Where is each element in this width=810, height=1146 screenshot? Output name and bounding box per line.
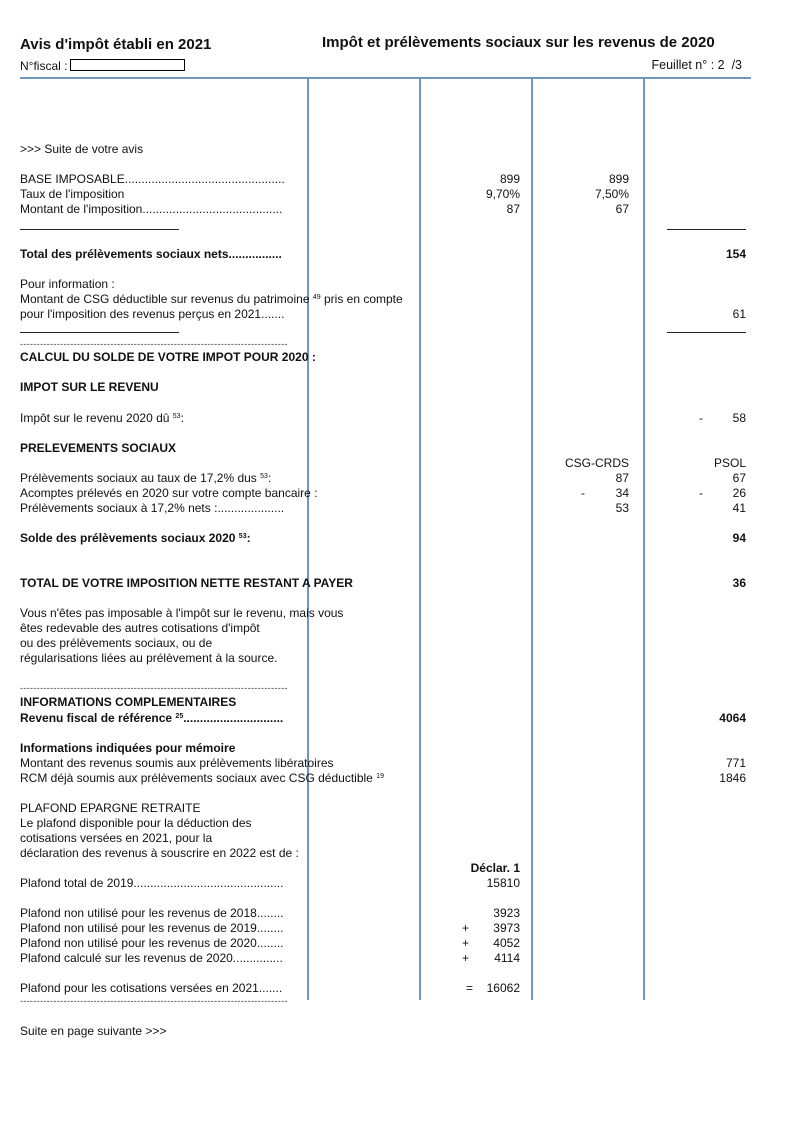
intro-text: >>> Suite de votre avis	[20, 142, 144, 156]
fiscal-number	[20, 59, 185, 73]
note-line: ou des prélèvements sociaux, ou de	[20, 636, 213, 650]
prelev-nets-label: Prélèvements sociaux à 17,2% nets :....................	[20, 501, 285, 515]
feuillet-label: Feuillet n° :	[651, 58, 715, 72]
montant-value-csg: 87	[506, 202, 520, 216]
fiscal-number-field	[70, 59, 185, 71]
plafond-total-2019-label: Plafond total de 2019.............................................	[20, 876, 284, 890]
plafond-row-value: 3923	[493, 906, 520, 920]
header-rule	[20, 77, 751, 79]
declar-column-header: Déclar. 1	[470, 861, 520, 875]
base-value-psol: 899	[608, 172, 629, 186]
plafond-row-label: Plafond non utilisé pour les revenus de 2018........	[20, 906, 284, 920]
dashed-separator: --------------------------------------------------------------------------------	[20, 996, 288, 1006]
document-title: Avis d'impôt établi en 2021	[20, 36, 212, 53]
feuillet-total: /3	[731, 58, 742, 72]
plafond-total-2019-value: 15810	[486, 876, 520, 890]
base-value-csg: 899	[499, 172, 520, 186]
epargne-text-line: déclaration des revenus à souscrire en 2022 est de :	[20, 846, 299, 860]
total-prelevements-value: 154	[725, 247, 746, 261]
info-line-1	[20, 292, 403, 307]
column-divider	[307, 78, 309, 1000]
column-divider	[643, 78, 645, 1000]
total-prelevements-label: Total des prélèvements sociaux nets................	[20, 247, 282, 261]
footnote-ref: 53	[238, 533, 247, 540]
footnote-ref: 53	[172, 413, 181, 420]
acomptes-psol-sign: -	[699, 486, 703, 500]
ir-value: 58	[732, 411, 746, 425]
plafond-final-value: 16062	[486, 981, 520, 995]
complementaires-heading: INFORMATIONS COMPLEMENTAIRES	[20, 695, 237, 709]
column-divider	[531, 78, 533, 1000]
solde-prelevements-suffix: :	[246, 531, 251, 545]
memo-liberatoires-label: Montant des revenus soumis aux prélèvements libératoires	[20, 756, 334, 770]
taux-value-psol: 7,50%	[594, 187, 629, 201]
rfr-dots: ..............................	[183, 711, 284, 725]
dashed-separator: --------------------------------------------------------------------------------	[20, 339, 288, 349]
total-imposition-label: TOTAL DE VOTRE IMPOSITION NETTE RESTANT A PAYER	[20, 576, 353, 590]
col-header-csg-crds: CSG-CRDS	[564, 456, 629, 470]
plafond-row-label: Plafond calculé sur les revenus de 2020...............	[20, 951, 283, 965]
acomptes-psol: 26	[732, 486, 746, 500]
separator-line	[667, 332, 746, 333]
prelev-dus-psol: 67	[732, 471, 746, 485]
info-value: 61	[732, 307, 746, 321]
prelev-dus-text: Prélèvements sociaux au taux de 17,2% dus	[20, 471, 257, 485]
note-line: régularisations liées au prélèvement à la source.	[20, 651, 278, 665]
prelevements-heading: PRELEVEMENTS SOCIAUX	[20, 441, 177, 455]
base-label: BASE IMPOSABLE................................................	[20, 172, 285, 186]
column-divider	[419, 78, 421, 1000]
acomptes-csg: 34	[615, 486, 629, 500]
col-header-psol: PSOL	[713, 456, 746, 470]
plafond-row-sign: +	[462, 951, 470, 965]
ir-label	[20, 411, 184, 426]
plafond-row-label: Plafond non utilisé pour les revenus de 2019........	[20, 921, 284, 935]
epargne-text-line: cotisations versées en 2021, pour la	[20, 831, 213, 845]
taux-label: Taux de l'imposition	[20, 187, 125, 201]
montant-value-psol: 67	[615, 202, 629, 216]
prelev-dus-csg: 87	[615, 471, 629, 485]
solde-heading: CALCUL DU SOLDE DE VOTRE IMPOT POUR 2020 :	[20, 350, 316, 364]
memo-rcm-label	[20, 771, 384, 786]
note-line: êtes redevable des autres cotisations d'impôt	[20, 621, 260, 635]
rfr-label	[20, 711, 283, 726]
footnote-ref: 19	[376, 773, 384, 780]
prelev-dus-label	[20, 471, 271, 486]
rfr-label-text: Revenu fiscal de référence	[20, 711, 173, 725]
plafond-row-value: 3973	[493, 921, 520, 935]
dashed-separator: --------------------------------------------------------------------------------	[20, 683, 288, 693]
separator-line	[20, 229, 179, 230]
footer-text: Suite en page suivante >>>	[20, 1024, 167, 1038]
footnote-ref: 53	[260, 473, 268, 480]
acomptes-csg-sign: -	[581, 486, 585, 500]
prelev-dus-suffix: :	[267, 471, 272, 485]
ir-label-suffix: :	[180, 411, 184, 425]
ir-heading: IMPOT SUR LE REVENU	[20, 380, 159, 394]
solde-prelevements-label	[20, 531, 251, 546]
plafond-row-value: 4052	[493, 936, 520, 950]
plafond-final-label: Plafond pour les cotisations versées en 2021.......	[20, 981, 283, 995]
plafond-final-sign: =	[466, 981, 474, 995]
solde-prelevements-text: Solde des prélèvements sociaux 2020	[20, 531, 236, 545]
solde-prelevements-value: 94	[732, 531, 746, 545]
footnote-ref: 49	[312, 294, 321, 301]
info-line-2: pour l'imposition des revenus perçus en 2021.......	[20, 307, 285, 321]
acomptes-label: Acomptes prélevés en 2020 sur votre compte bancaire :	[20, 486, 318, 500]
note-line: Vous n'êtes pas imposable à l'impôt sur le revenu, mais vous	[20, 606, 344, 620]
plafond-row-sign: +	[462, 921, 470, 935]
memo-heading: Informations indiquées pour mémoire	[20, 741, 236, 755]
epargne-text-line: Le plafond disponible pour la déduction des	[20, 816, 252, 830]
ir-label-text: Impôt sur le revenu 2020 dû	[20, 411, 170, 425]
document-subtitle: Impôt et prélèvements sociaux sur les revenus de 2020	[322, 34, 715, 51]
separator-line	[20, 332, 179, 333]
info-label: Pour information :	[20, 277, 115, 291]
montant-label: Montant de l'imposition..........................................	[20, 202, 283, 216]
page-indicator	[652, 58, 743, 72]
total-imposition-value: 36	[732, 576, 746, 590]
plafond-row-label: Plafond non utilisé pour les revenus de 2020........	[20, 936, 284, 950]
rfr-value: 4064	[719, 711, 746, 725]
plafond-row-value: 4114	[494, 951, 520, 965]
info-line-1-end: pris en compte	[323, 292, 403, 306]
taux-value-csg: 9,70%	[485, 187, 520, 201]
plafond-row-sign: +	[462, 936, 470, 950]
ir-sign: -	[699, 411, 703, 425]
prelev-nets-csg: 53	[615, 501, 629, 515]
info-line-1-text: Montant de CSG déductible sur revenus du patrimoine	[20, 292, 310, 306]
fiscal-label: N°fiscal :	[20, 59, 68, 73]
memo-rcm-value: 1846	[719, 771, 746, 785]
prelev-nets-psol: 41	[732, 501, 746, 515]
epargne-heading: PLAFOND EPARGNE RETRAITE	[20, 801, 201, 815]
footnote-ref: 25	[175, 713, 184, 720]
memo-rcm-text: RCM déjà soumis aux prélèvements sociaux avec CSG déductible	[20, 771, 373, 785]
feuillet-current: 2	[717, 58, 725, 72]
separator-line	[667, 229, 746, 230]
memo-liberatoires-value: 771	[725, 756, 746, 770]
